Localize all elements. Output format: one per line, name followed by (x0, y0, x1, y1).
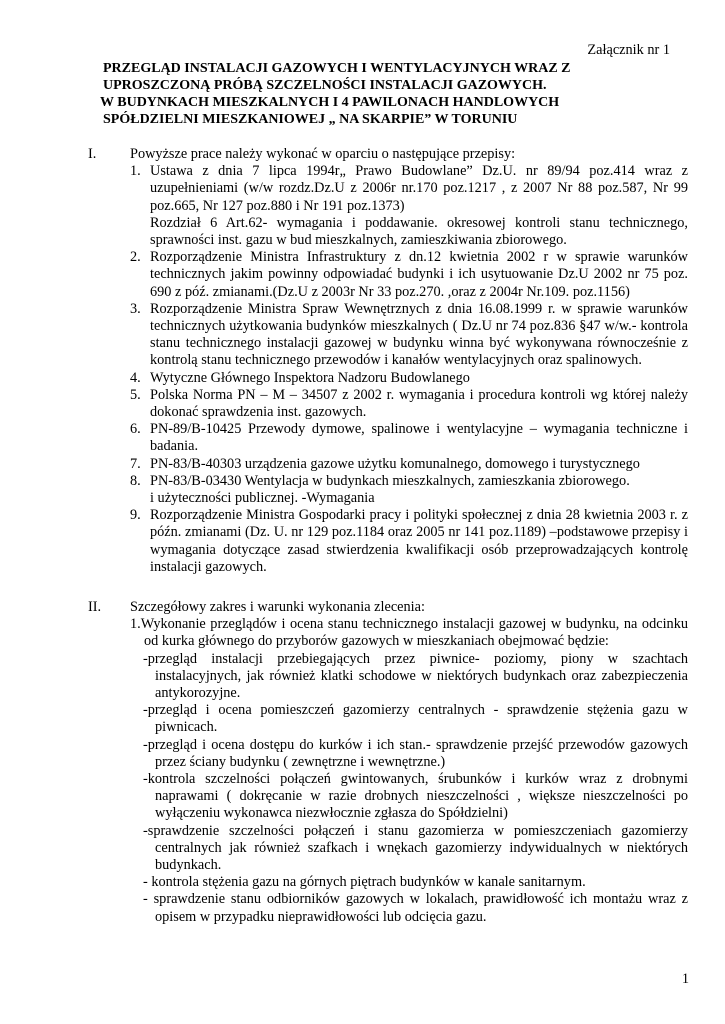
title-line: UPROSZCZONĄ PRÓBĄ SZCZELNOŚCI INSTALACJI GAZOWYCH. (103, 78, 547, 93)
section-heading (88, 599, 688, 616)
section-regulations (88, 146, 688, 576)
annex-label: Załącznik nr 1 (587, 42, 670, 58)
item-number: 7. (130, 455, 141, 472)
page-number: 1 (681, 971, 689, 987)
list-item (130, 370, 688, 387)
item-text: PN-89/B-10425 Przewody dymowe, spalinowe i wentylacyjne – wymagania techniczne i badania. (150, 421, 688, 455)
scope-bullet: -przegląd i ocena pomieszczeń gazomierzy centralnych - sprawdzenie stężenia gazu w piwnicach. (143, 702, 688, 736)
title-line: PRZEGLĄD INSTALACJI GAZOWYCH I WENTYLACYJNYCH WRAZ Z (103, 61, 571, 76)
item-number: 6. (130, 421, 141, 438)
item-number: 4. (130, 369, 141, 386)
list-item (130, 473, 688, 507)
section-number: II. (88, 599, 102, 615)
item-text: PN-83/B-40303 urządzenia gazowe użytku komunalnego, domowego i turystycznego (150, 455, 640, 472)
item-text: Wytyczne Głównego Inspektora Nadzoru Budowlanego (150, 369, 470, 386)
item-text: i użyteczności publicznej. -Wymagania (150, 490, 375, 507)
scope-bullet: - sprawdzenie stanu odbiorników gazowych w lokalach, prawidłowość ich montażu wraz z opisem w przypadku nieprawidłowości lub odcięcia gazu. (143, 891, 688, 925)
scope-bullet: -sprawdzenie szczelności połączeń i stanu gazomierza w pomieszczeniach gazomierzy centralnych jak również szafkach i wnękach gazomierzy indywidualnych w niektórych budynkach. (143, 822, 688, 874)
item-number: 9. (130, 507, 141, 524)
list-item (130, 249, 688, 301)
section-title: Szczegółowy zakres i warunki wykonania zlecenia: (130, 599, 425, 615)
list-item (130, 387, 688, 421)
item-number: 8. (130, 472, 141, 489)
item-text: Ustawa z dnia 7 lipca 1994r„ Prawo Budowlane” Dz.U. nr 89/94 poz.414 wraz z uzupełnieniami (w/w rozdz.Dz.U z 2006r nr.170 poz.1217 , z 2007 Nr 88 poz.587, Nr 99 poz.665, Nr 127 poz.880 i Nr 191 poz.1373) (150, 163, 688, 214)
item-number: 3. (130, 300, 141, 317)
list-item (130, 421, 688, 455)
item-text: Polska Norma PN – M – 34507 z 2002 r. wymagania i procedura kontroli wg której należy dokonać sprawdzenia inst. gazowych. (150, 386, 688, 421)
scope-body (88, 616, 688, 926)
item-text: PN-83/B-03430 Wentylacja w budynkach mieszkalnych, zamieszkania zbiorowego. (150, 472, 630, 489)
scope-bullet: - kontrola stężenia gazu na górnych piętrach budynków w kanale sanitarnym. (143, 874, 586, 891)
section-title: Powyższe prace należy wykonać w oparciu o następujące przepisy: (130, 146, 516, 162)
scope-bullet: -kontrola szczelności połączeń gwintowanych, śrubunków i kurków wraz z drobnymi naprawami ( dokręcanie w razie drobnych nieszczelności , większe nieszczelności po wyłączeniu wykonawca niezwłocznie zgłasza do Spółdzielni) (143, 771, 688, 822)
title-line: SPÓŁDZIELNI MIESZKANIOWEJ „ NA SKARPIE” W TORUNIU (103, 112, 518, 127)
item-text: Rozporządzenie Ministra Gospodarki pracy i polityki społecznej z dnia 28 kwietnia 2003 r. z późn. zmianami (Dz. U. nr 129 poz.1184 oraz 2005 nr 141 poz.1189) –podstawowe przepisy i wymagania dotyczące zasad stwierdzenia kwalifikacji osób przeprowadzających kontrolę instalacji gazowych. (150, 507, 688, 575)
scope-bullet: -przegląd i ocena dostępu do kurków i ich stan.- sprawdzenie przejść przewodów gazowych przez ściany budynku ( zewnętrzne i wewnętrzne.) (143, 736, 688, 770)
item-number: 5. (130, 386, 141, 403)
item-number: 2. (130, 249, 141, 266)
title-line: W BUDYNKACH MIESZKALNYCH I 4 PAWILONACH HANDLOWYCH (100, 95, 560, 110)
scope-intro: 1.Wykonanie przeglądów i ocena stanu technicznego instalacji gazowej w budynku, na odcinku od kurka głównego do przyborów gazowych w mieszkaniach obejmować będzie: (130, 616, 688, 650)
item-text: Rozporządzenie Ministra Spraw Wewnętrznych z dnia 16.08.1999 r. w sprawie warunków technicznych użytkowania budynków mieszkalnych ( Dz.U nr 74 poz.836 §47 w/w.- kontrola stanu technicznego instalacji gazowej w budynku winna być wykonywana równocześnie z kontrolą stanu technicznego przewodów i kanałów wentylacyjnych oraz spalinowych. (150, 300, 688, 369)
section-heading (88, 146, 688, 163)
item-number: 1. (130, 163, 141, 180)
list-item (130, 456, 688, 473)
item-text: Rozporządzenie Ministra Infrastruktury z dn.12 kwietnia 2002 r w sprawie warunków technicznych jakim powinny odpowiadać budynki i ich usytuowanie Dz.U 2002 nr 75 poz. 690 z póź. zmianami.(Dz.U z 2003r Nr 33 poz.270. ,oraz z 2004r Nr.109. poz.1156) (150, 249, 688, 300)
regulations-list (88, 163, 688, 576)
scope-bullet: -przegląd instalacji przebiegających przez piwnice- poziomy, piony w szachtach instalacyjnych, jak również klatki schodowe w niektórych budynkach oraz zabezpieczenia antykorozyjne. (143, 650, 688, 702)
list-item (130, 163, 688, 249)
section-scope (88, 599, 688, 926)
list-item (130, 507, 688, 576)
document-title (100, 60, 680, 128)
section-number: I. (88, 146, 97, 162)
list-item (130, 301, 688, 370)
item-text: Rozdział 6 Art.62- wymagania i poddawanie. okresowej kontroli stanu technicznego, sprawności inst. gazu w bud mieszkalnych, zamieszkiwania zbiorowego. (150, 214, 688, 249)
